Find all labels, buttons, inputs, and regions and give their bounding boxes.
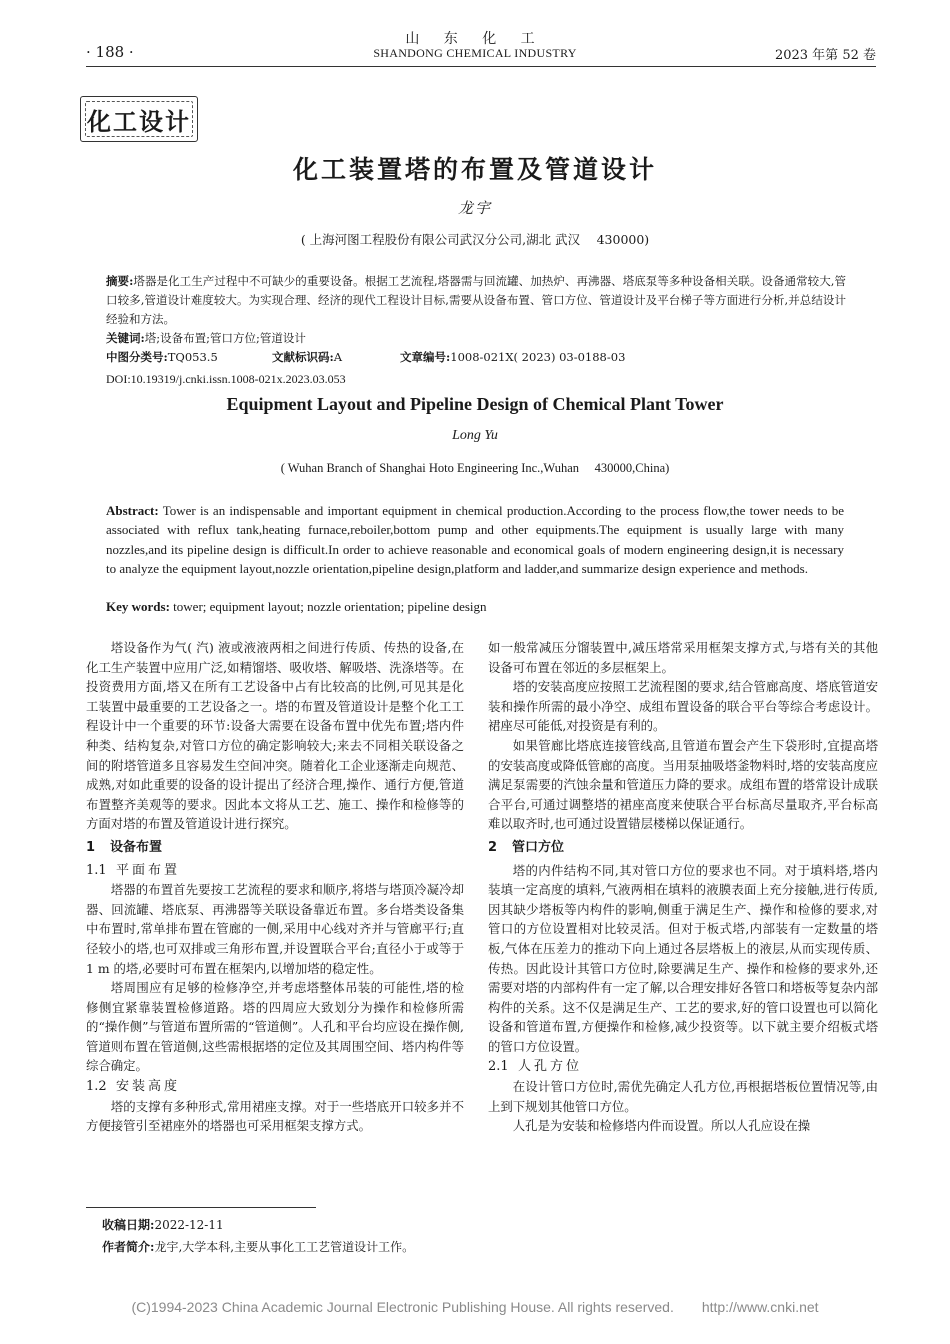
doc-code-label: 文献标识码: <box>272 350 334 364</box>
paragraph: 塔器的布置首先要按工艺流程的要求和顺序,将塔与塔顶冷凝冷却器、回流罐、塔底泵、再沸器等关联设备靠近布置。多台塔类设备集中布置时,常单排布置在管廊的一侧,采用中心线对齐并与管廊平行;直径较小的塔,也可双排或三角形布置,并设置联合平台;直径小于或等于 1 m 的塔,必要时可布置在框架内,以增加塔的稳定性。 <box>86 882 464 976</box>
keywords-en-text: tower; equipment layout; nozzle orientation; pipeline design <box>173 599 487 614</box>
received-value: 2022-12-11 <box>154 1218 224 1232</box>
article-title-cn: 化工装置塔的布置及管道设计 <box>292 155 657 184</box>
doc-code-value: A <box>333 350 343 364</box>
header-rule <box>86 66 876 67</box>
abstract-en-label: Abstract: <box>106 503 159 518</box>
clc-value: TQ053.5 <box>167 350 218 364</box>
paragraph: 人孔是为安装和检修塔内件而设置。所以人孔应设在操 <box>512 1118 811 1134</box>
article-number-value: 1008-021X( 2023) 03-0188-03 <box>450 350 626 364</box>
abstract-cn-label: 摘要: <box>106 274 134 288</box>
keywords-cn-label: 关键词: <box>106 331 145 345</box>
intro-paragraph: 塔设备作为气( 汽) 液或液液两相之间进行传质、传热的设备,在化工生产装置中应用广泛,如精馏塔、吸收塔、解吸塔、洗涤塔等。在投资费用方面,塔又在所有工艺设备中占有比较高的比例,可见其是化工装置中最重要的工艺设备之一。塔的布置及管道设计是整个化工工程设计中一个重要的环节:设备大需要在设备布置中优先布置;塔内件种类、结构复杂,对管口方位的确定影响较大;来去不同相关联设备之间的附塔管道多且容易发生空间冲突。随着化工企业逐渐走向规范、成熟,对如此重要的设备的设计提出了经济合理,操作、通行方便,管道布置整齐美观等的要求。因此本文将从工艺、施工、操作和检修等的方面对塔的布置及管道设计进行探究。 <box>86 640 464 832</box>
author-bio <box>102 1238 414 1255</box>
paragraph: 塔的安装高度应按照工艺流程图的要求,结合管廊高度、塔底管道安装和操作所需的最小净空、成组布置设备的联合平台等综合考虑设计。裙座尽可能低,对投资是有利的。 <box>488 679 878 734</box>
paragraph: 如果管廊比塔底连接管线高,且管道布置会产生下袋形时,宜提高塔的安装高度或降低管廊的高度。当用泵抽吸塔釜物料时,塔的安装高度应满足泵需要的汽蚀余量和管道压力降的要求。成组布置的塔常设计成联合平台,可通过调整塔的裙座高度来使联合平台标高尽量取齐,平台标高难以取齐时,也可通过设置错层楼梯以保证通行。 <box>488 737 878 832</box>
section-1-title: 设备布置 <box>110 839 163 855</box>
doi[interactable]: DOI:10.19319/j.cnki.issn.1008-021x.2023.03.053 <box>106 372 346 386</box>
clc-label: 中图分类号: <box>106 350 168 364</box>
bio-value: 龙宇,大学本科,主要从事化工工艺管道设计工作。 <box>154 1240 415 1254</box>
keywords-en <box>106 599 487 615</box>
article-number-label: 文章编号: <box>400 350 451 364</box>
received-label: 收稿日期: <box>102 1218 155 1232</box>
section-2-1-number: 2.1 <box>488 1059 509 1075</box>
column-label <box>80 96 198 142</box>
section-1-number: 1 <box>86 839 96 855</box>
section-2-heading <box>488 838 878 858</box>
section-2-1-title: 人孔方位 <box>518 1059 583 1075</box>
section-1-1-number: 1.1 <box>86 862 107 878</box>
section-2-title: 管口方位 <box>512 839 565 855</box>
footnote-rule <box>86 1207 316 1208</box>
journal-title-en: SHANDONG CHEMICAL INDUSTRY <box>373 46 577 60</box>
abstract-en <box>106 501 844 579</box>
article-number <box>400 349 625 365</box>
section-1-1-title: 平面布置 <box>116 862 181 878</box>
paragraph: 塔周围应有足够的检修净空,并考虑塔整体吊装的可能性,塔的检修侧宜紧靠装置检修道路。塔的四周应大致划分为操作和检修所需的“操作侧”与管道布置所需的“管道侧”。人孔和平台均应设在操作侧,管道则布置在管道侧,这些需根据塔的定位及其周围空间、塔内构件等综合确定。 <box>86 980 464 1074</box>
paragraph: 塔的内件结构不同,其对管口方位的要求也不同。对于填料塔,塔内装填一定高度的填料,气液两相在填料的液膜表面上充分接触,进行传质,因其缺少塔板等内构件的影响,侧重于满足生产、操作和检修的要求,对管口的方位设置相对比较灵活。但对于板式塔,内部装有一定数量的塔板,气体在压差力的推动下向上通过各层塔板上的液层,从而实现传质、传热。因此设计其管口方位时,除要满足生产、操作和检修的要求外,还需要对塔的内部构件有一定了解,以合理安排好各管口和塔板等复杂内部构件的关系。这不仅是满足生产、工艺的要求,好的管口设置也可以简化设备和管道布置,方便操作和检修,减少投资等。以下就主要介绍板式塔的管口方位设置。 <box>488 862 878 1054</box>
keywords-cn <box>106 330 306 346</box>
keywords-en-label: Key words: <box>106 599 170 614</box>
volume-info: 2023 年第 52 卷 <box>774 48 876 63</box>
abstract-cn-text: 塔器是化工生产过程中不可缺少的重要设备。根据工艺流程,塔器需与回流罐、加热炉、再沸器、塔底泵等多种设备相关联。设备通常较大,管口较多,管道设计难度较大。为实现合理、经济的现代工程设计目标,需要从设备布置、管口方位、管道设计及平台梯子等方面进行分析,并总结设计经验和方法。 <box>106 274 846 326</box>
doc-code <box>272 349 342 365</box>
affiliation-cn: ( 上海河图工程股份有限公司武汉分公司,湖北 武汉 430000) <box>300 232 650 247</box>
page-number: · 188 · <box>86 43 134 61</box>
column-label-text: 化工设计 <box>87 107 191 136</box>
section-1-heading <box>86 838 464 858</box>
author-cn: 龙宇 <box>457 199 492 217</box>
abstract-en-text: Tower is an indispensable and important equipment in chemical production.According to the process flow,the tower needs to be associated with reflux tank,heating furnace,reboiler,bottom pump and other equipments.The equipment is usually large with many nozzles,and its pipeline design is difficult.In order to achieve reasonable and economical goals of modern engineering design,it is necessary to analyze the equipment layout,nozzle orientation,pipeline design,platform and ladder,and summarize design experience and methods. <box>106 503 844 577</box>
journal-title-cn: 山 东 化 工 <box>405 31 545 47</box>
section-2-1-heading <box>488 1057 878 1077</box>
author-en: Long Yu <box>452 428 498 443</box>
keywords-cn-text: 塔;设备布置;管口方位;管道设计 <box>144 331 306 345</box>
bio-label: 作者简介: <box>102 1240 155 1254</box>
section-1-2-title: 安装高度 <box>116 1079 181 1095</box>
body-right-column <box>488 638 878 1136</box>
paragraph-continued: 如一般常减压分馏装置中,减压塔常采用框架支撑方式,与塔有关的其他设备可布置在邻近的多层框架上。 <box>488 640 878 675</box>
section-1-2-number: 1.2 <box>86 1079 107 1095</box>
paragraph: 在设计管口方位时,需优先确定人孔方位,再根据塔板位置情况等,由上到下规划其他管口方位。 <box>488 1079 878 1114</box>
section-2-number: 2 <box>488 839 498 855</box>
copyright-line: (C)1994-2023 China Academic Journal Electronic Publishing House. All rights reserved. http://www.cnki.net <box>131 1299 819 1315</box>
classification-row <box>106 349 218 365</box>
article-title-en: Equipment Layout and Pipeline Design of Chemical Plant Tower <box>226 394 724 414</box>
paragraph: 塔的支撑有多种形式,常用裙座支撑。对于一些塔底开口较多并不方便接管引至裙座外的塔器也可采用框架支撑方式。 <box>86 1098 464 1134</box>
section-1-1-heading <box>86 861 464 881</box>
abstract-cn <box>106 272 846 329</box>
affiliation-en: ( Wuhan Branch of Shanghai Hoto Engineering Inc.,Wuhan 430000,China) <box>280 461 670 475</box>
received-date <box>102 1216 224 1233</box>
body-left-column <box>86 638 464 1136</box>
section-1-2-heading <box>86 1077 464 1097</box>
